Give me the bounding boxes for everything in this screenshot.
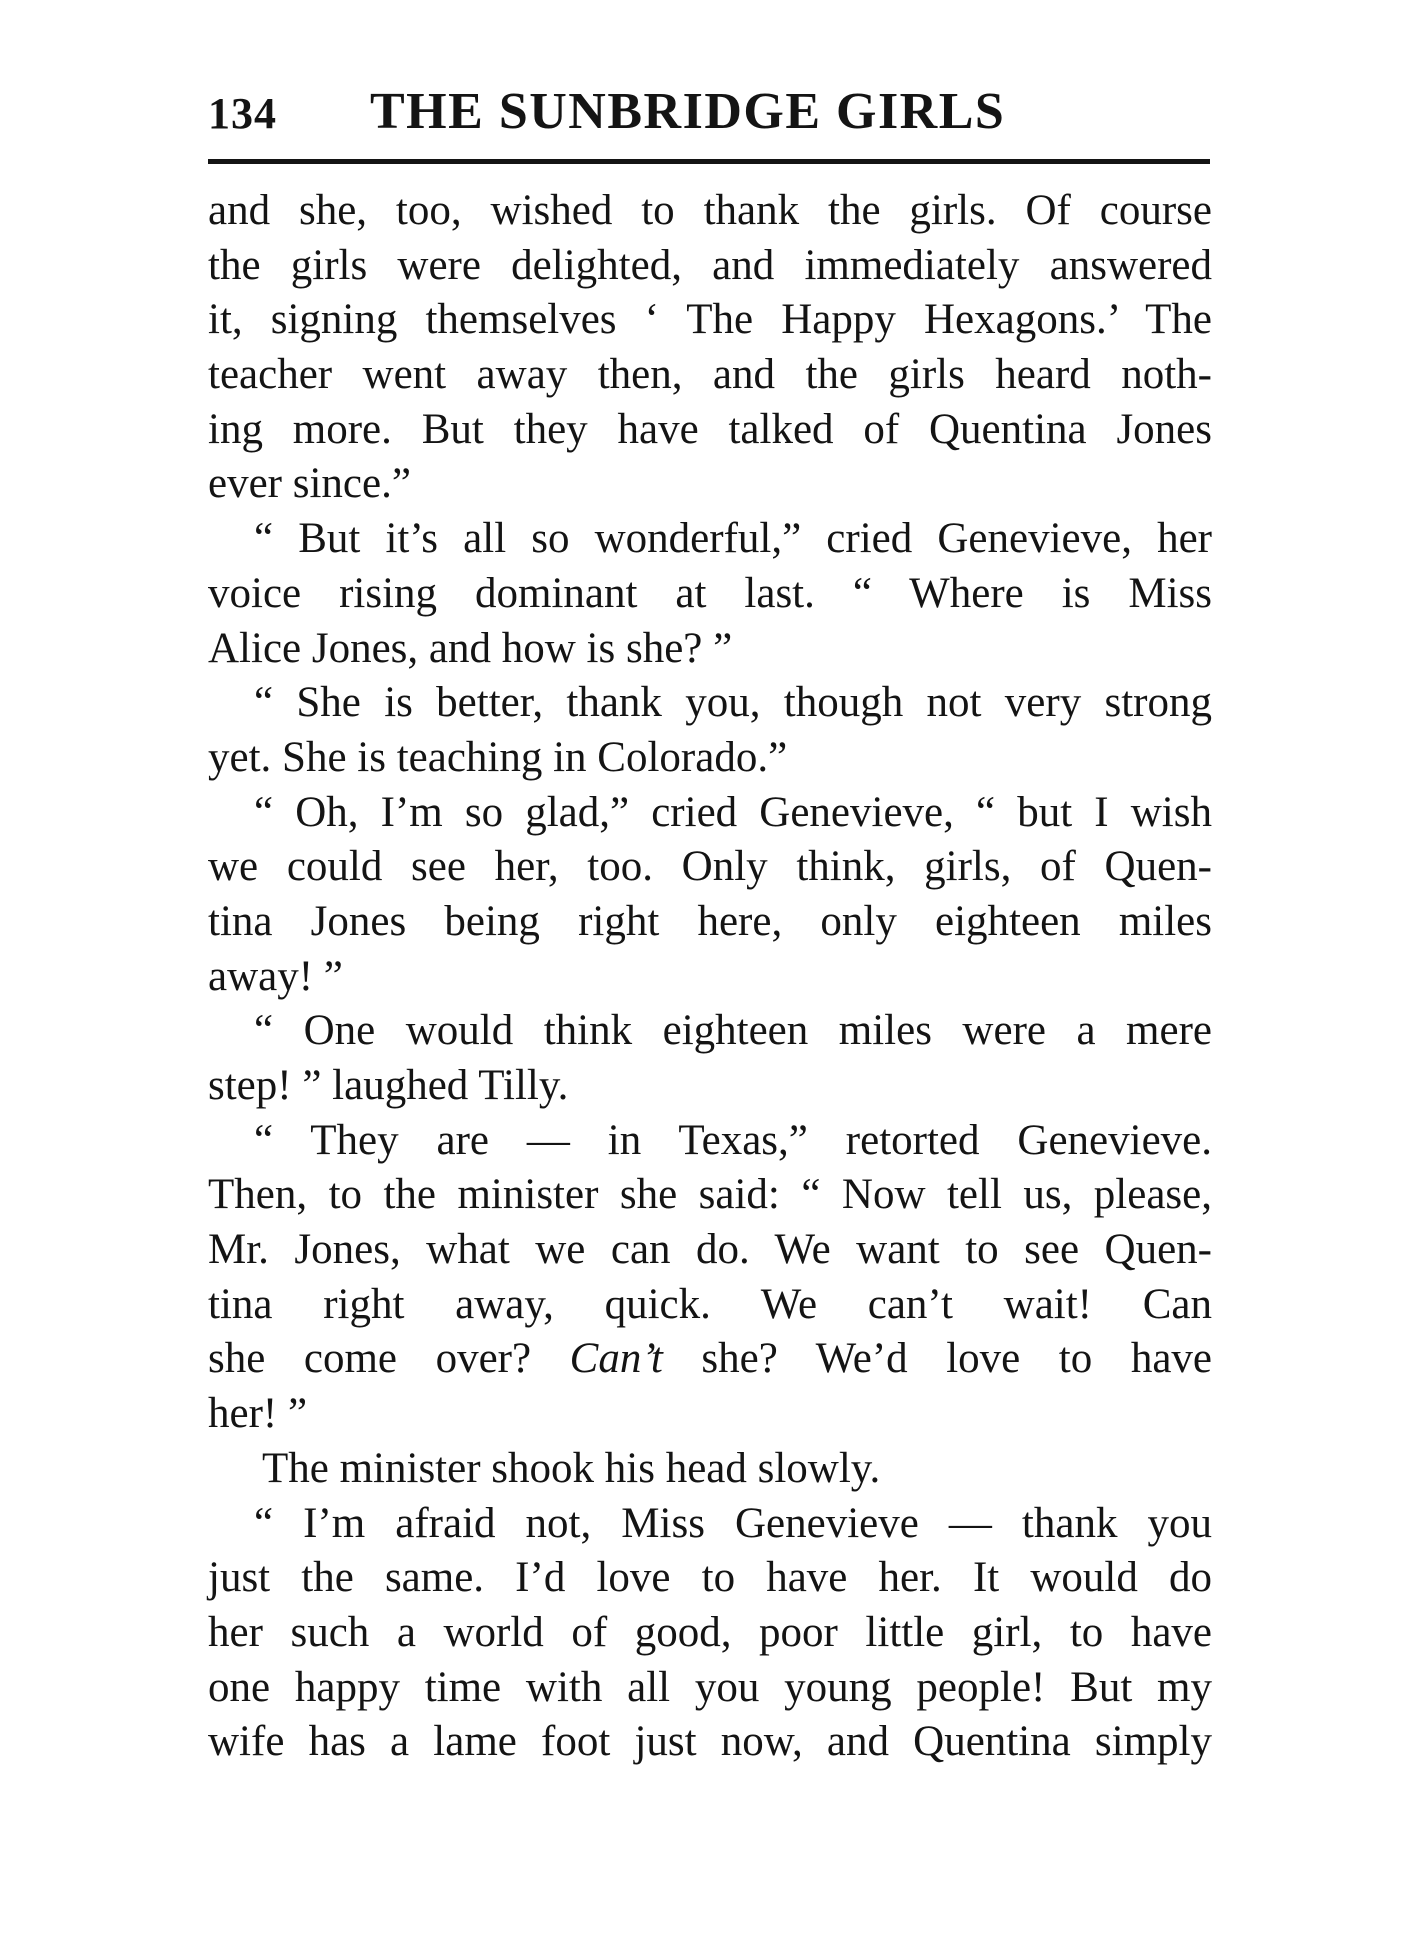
- text-segment: she? We’d love to have: [662, 1335, 1212, 1383]
- text-line: her! ”: [208, 1390, 308, 1438]
- page-number: 134: [208, 89, 277, 138]
- text-line: step! ” laughed Tilly.: [208, 1062, 569, 1109]
- text-line: tina Jones being right here, only eighteen miles: [208, 897, 1212, 945]
- text-line: voice rising dominant at last. “ Where is Miss: [208, 569, 1212, 617]
- text-line: Then, to the minister she said: “ Now tell us, please,: [208, 1171, 1212, 1219]
- text-line: and she, too, wished to thank the girls. Of course: [208, 187, 1212, 234]
- text-line: tina right away, quick. We can’t wait! Can: [208, 1280, 1212, 1328]
- text-line: ever since.”: [208, 460, 411, 508]
- text-line: her such a world of good, poor little girl, to have: [208, 1608, 1212, 1656]
- running-title: THE SUNBRIDGE GIRLS: [370, 83, 1006, 140]
- text-line: just the same. I’d love to have her. It would do: [208, 1554, 1212, 1602]
- text-line: the girls were delighted, and immediately answered: [208, 241, 1212, 289]
- text-line: Mr. Jones, what we can do. We want to see Quen-: [208, 1226, 1212, 1274]
- text-line: “ Oh, I’m so glad,” cried Genevieve, “ but I wish: [254, 788, 1212, 836]
- text-line: “ I’m afraid not, Miss Genevieve — thank you: [254, 1499, 1212, 1547]
- page-header: [208, 82, 1208, 152]
- text-line: “ One would think eighteen miles were a mere: [254, 1007, 1212, 1055]
- text-line: “ But it’s all so wonderful,” cried Genevieve, her: [254, 515, 1212, 563]
- text-line: Alice Jones, and how is she? ”: [208, 624, 733, 672]
- italic-emphasis: Can’t: [569, 1335, 663, 1383]
- text-line: away! ”: [208, 952, 343, 1000]
- text-line-with-italic: [208, 1332, 1212, 1387]
- text-line: teacher went away then, and the girls heard noth-: [208, 351, 1212, 399]
- text-line: The minister shook his head slowly.: [262, 1444, 881, 1492]
- text-segment: she come over?: [208, 1335, 570, 1383]
- text-line: wife has a lame foot just now, and Quentina simply: [208, 1718, 1212, 1766]
- body-text: [208, 184, 1212, 1770]
- text-line: “ She is better, thank you, though not very strong: [254, 679, 1212, 727]
- text-line: “ They are — in Texas,” retorted Genevieve.: [254, 1116, 1212, 1164]
- header-rule: [208, 159, 1210, 164]
- text-line: ing more. But they have talked of Quentina Jones: [208, 405, 1212, 453]
- text-line: yet. She is teaching in Colorado.”: [208, 733, 788, 781]
- text-line: we could see her, too. Only think, girls, of Quen-: [208, 843, 1212, 891]
- text-line: one happy time with all you young people! But my: [208, 1663, 1212, 1711]
- text-line: it, signing themselves ‘ The Happy Hexagons.’ The: [208, 296, 1212, 344]
